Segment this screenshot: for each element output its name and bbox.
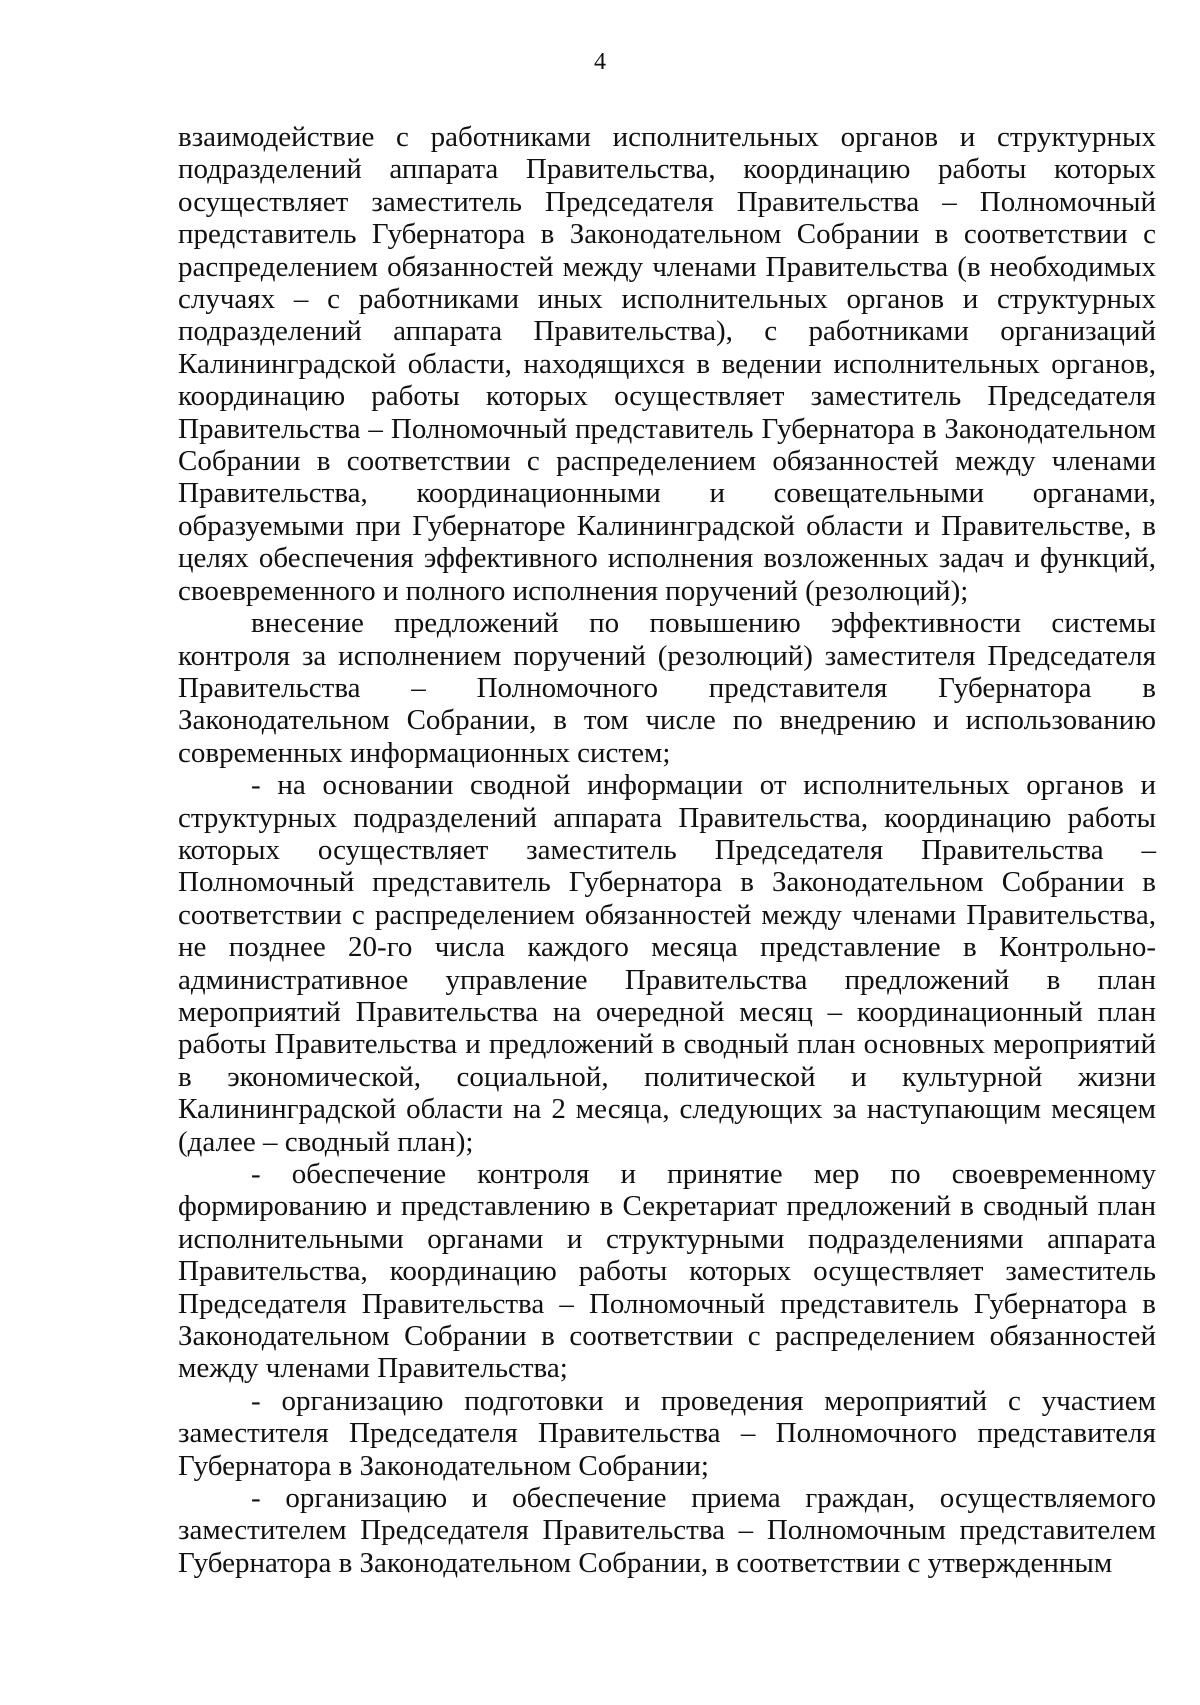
document-body — [178, 121, 1156, 1579]
paragraph-citizen-reception: - организацию и обеспечение приема граждан, осуществляемого заместителем Председателя Правительства – Полномочным представителем Губернатора в Законодательном Собрании, в соответствии с утвержденным — [178, 1482, 1156, 1579]
page-number: 4 — [594, 49, 606, 75]
paragraph-proposals-control: внесение предложений по повышению эффективности системы контроля за исполнением поручений (резолюций) заместителя Председателя Правительства – Полномочного представителя Губернатора в Законодательном Собрании, в том числе по внедрению и использованию современных информационных систем; — [178, 607, 1156, 769]
paragraph-summary-information: - на основании сводной информации от исполнительных органов и структурных подразделений аппарата Правительства, координацию работы которых осуществляет заместитель Председателя Правительства – Полномочный представитель Губернатора в Законодательном Собрании в соответствии с распределением обязанностей между членами Правительства, не позднее 20-го числа каждого месяца представление в Контрольно-административное управление Правительства предложений в план мероприятий Правительства на очередной месяц – координационный план работы Правительства и предложений в сводный план основных мероприятий в экономической, социальной, политической и культурной жизни Калининградской области на 2 месяца, следующих за наступающим месяцем (далее – сводный план); — [178, 769, 1156, 1158]
paragraph-control-summary-plan: - обеспечение контроля и принятие мер по своевременному формированию и представлению в Секретариат предложений в сводный план исполнительными органами и структурными подразделениями аппарата Правительства, координацию работы которых осуществляет заместитель Председателя Правительства – Полномочный представитель Губернатора в Законодательном Собрании в соответствии с распределением обязанностей между членами Правительства; — [178, 1158, 1156, 1385]
paragraph-events-organization: - организацию подготовки и проведения мероприятий с участием заместителя Председателя Правительства – Полномочного представителя Губернатора в Законодательном Собрании; — [178, 1384, 1156, 1482]
paragraph-continuation: взаимодействие с работниками исполнительных органов и структурных подразделений аппарата Правительства, координацию работы которых осуществляет заместитель Председателя Правительства – Полномочный представитель Губернатора в Законодательном Собрании в соответствии с распределением обязанностей между членами Правительства (в необходимых случаях – с работниками иных исполнительных органов и структурных подразделений аппарата Правительства), с работниками организаций Калининградской области, находящихся в ведении исполнительных органов, координацию работы которых осуществляет заместитель Председателя Правительства – Полномочный представитель Губернатора в Законодательном Собрании в соответствии с распределением обязанностей между членами Правительства, координационными и совещательными органами, образуемыми при Губернаторе Калининградской области и Правительстве, в целях обеспечения эффективного исполнения возложенных задач и функций, своевременного и полного исполнения поручений (резолюций); — [178, 121, 1156, 607]
